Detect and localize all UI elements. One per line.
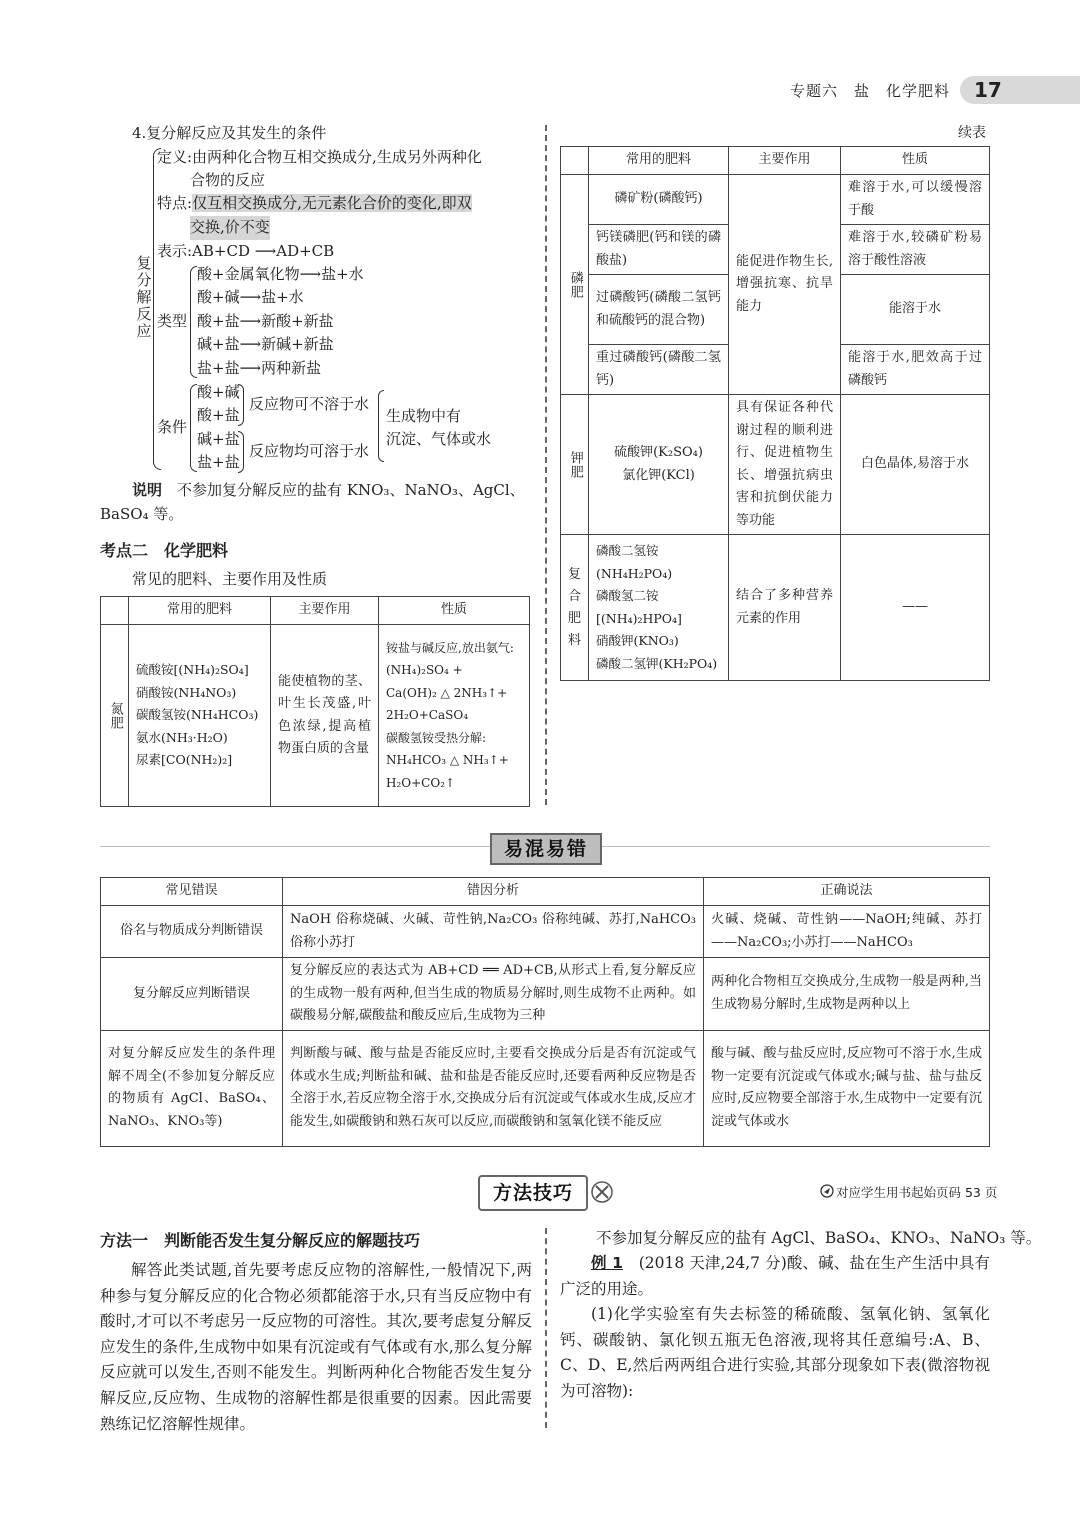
cond-a-text: 反应物可不溶于水 <box>249 395 370 413</box>
potash-prop: 白色晶体,易溶于水 <box>841 395 990 535</box>
cont-header-1: 常用的肥料 <box>589 147 729 175</box>
feature-line-1 <box>157 192 472 216</box>
page-number: 17 <box>960 76 1080 104</box>
cond-b-1: 碱+盐 <box>197 430 240 448</box>
nitrogen-properties <box>379 625 530 807</box>
cond-a-brace <box>238 384 244 426</box>
note-line-1 <box>132 478 525 502</box>
note-line-2: BaSO₄ 等。 <box>100 505 184 523</box>
cont-header-2: 主要作用 <box>729 147 841 175</box>
method1-title: 方法一 判断能否发生复分解反应的解题技巧 <box>100 1231 421 1250</box>
phosphate-role: 能促进作物生长,增强抗寒、抗旱能力 <box>729 175 841 395</box>
definition-line-2: 合物的反应 <box>190 171 266 189</box>
question1-text: (1)化学实验室有失去标签的稀硫酸、氢氧化钠、氢氧化钙、碳酸钠、氯化钡五瓶无色溶液,现将其任意编号:A、B、C、D、E,然后两两组合进行实验,其部分现象如下表(微溶物视为可溶物): <box>560 1305 990 1400</box>
expression-line: 表示:AB+CD ⟶AD+CB <box>157 242 335 260</box>
cond-b-text: 反应物均可溶于水 <box>249 442 370 460</box>
type-item-3: 酸+盐⟶新酸+新盐 <box>197 312 334 330</box>
nitrogen-prop-4: 碳酸氢铵受热分解: <box>386 730 487 745</box>
compound-items <box>589 535 729 681</box>
book-ref-icon <box>820 1184 834 1198</box>
mistake-3-analysis: 判断酸与碱、酸与盐是否能反应时,主要看交换成分后是否有沉淀或气体或水生成;判断盐和碱、盐和盐是否能反应时,还要看两种反应物是否全溶于水,若反应物全溶于水,交换成分后有沉淀或气体或水生成,反应才能发生,如碳酸钠和熟石灰可以反应,而碳酸钠和氢氧化镁不能反应 <box>283 1030 704 1146</box>
mistake-header-2: 错因分析 <box>283 878 704 906</box>
methods-banner: 方法技巧 <box>478 1175 588 1211</box>
mistake-3-correct: 酸与碱、酸与盐反应时,反应物可不溶于水,生成物一定要有沉淀或气体或水;碱与盐、盐与盐反应时,反应物要全部溶于水,生成物中一定要有沉淀或气体或水 <box>704 1030 990 1146</box>
potash-items <box>589 395 729 535</box>
nitrogen-prop-2: Ca(OH)₂ △ 2NH₃↑+ <box>386 685 508 700</box>
phosphate-item-1: 磷矿粉(磷酸钙) <box>589 175 729 225</box>
nitrogen-prop-6: H₂O+CO₂↑ <box>386 775 456 790</box>
phosphate-item-2: 钙镁磷肥(钙和镁的磷酸盐) <box>589 225 729 275</box>
note-text-1: 不参加复分解反应的盐有 KNO₃、NaNO₃、AgCl、 <box>177 481 525 499</box>
feature-highlight-1: 仅互相交换成分,无元素化合价的变化,即双 <box>192 194 472 212</box>
mistake-1-error: 俗名与物质成分判断错误 <box>101 906 283 958</box>
nitrogen-role: 能使植物的茎、叶生长茂盛,叶色浓绿,提高植物蛋白质的含量 <box>271 625 379 807</box>
cont-corner <box>561 147 589 175</box>
result-brace <box>378 390 384 462</box>
feature-line-2: 交换,价不变 <box>190 216 270 240</box>
potash-role: 具有保证各种代谢过程的顺利进行、促进植物生长、增强抗病虫害和抗倒伏能力等功能 <box>729 395 841 535</box>
example1 <box>560 1251 990 1302</box>
potash-category: 钾肥 <box>561 395 589 535</box>
nitrogen-items <box>129 625 271 807</box>
note-label: 说明 <box>132 481 163 499</box>
definition-line-1: 定义:由两种化合物互相交换成分,生成另外两种化 <box>157 148 482 166</box>
mistake-header-3: 正确说法 <box>704 878 990 906</box>
nitrogen-item-5: 尿素[CO(NH₂)₂] <box>136 752 233 768</box>
nitrogen-category: 氮肥 <box>101 625 129 807</box>
phosphate-prop-4: 能溶于水,肥效高于过磷酸钙 <box>841 345 990 395</box>
fert-corner <box>101 597 129 625</box>
phosphate-prop-3: 能溶于水 <box>841 275 990 345</box>
example1-text: (2018 天津,24,7 分)酸、碱、盐在生产生活中具有广泛的用途。 <box>560 1254 990 1298</box>
mistake-1-correct: 火碱、烧碱、苛性钠——NaOH;纯碱、苏打——Na₂CO₃;小苏打——NaHCO₃ <box>704 906 990 958</box>
phosphate-category: 磷肥 <box>561 175 589 395</box>
kp2-subtitle: 常见的肥料、主要作用及性质 <box>132 570 328 588</box>
compound-item-1: 磷酸二氢铵 <box>596 543 659 558</box>
mistake-1-analysis: NaOH 俗称烧碱、火碱、苛性钠,Na₂CO₃ 俗称纯碱、苏打,NaHCO₃ 俗称小苏打 <box>283 906 704 958</box>
cond-a-1: 酸+碱 <box>197 383 240 401</box>
mistake-3-error: 对复分解反应发生的条件理解不周全(不参加复分解反应的物质有 AgCl、BaSO₄、NaNO₃、KNO₃等) <box>101 1030 283 1146</box>
type-brace <box>190 266 197 378</box>
nitrogen-fertilizer-table <box>100 596 530 807</box>
compound-item-6: 磷酸二氢钾(KH₂PO₄) <box>596 655 718 671</box>
potash-item-2: 氯化钾(KCl) <box>622 467 695 483</box>
condition-brace <box>190 384 197 472</box>
mistake-2-error: 复分解反应判断错误 <box>101 958 283 1031</box>
tools-icon <box>590 1180 614 1204</box>
example1-label: 例 1 <box>591 1254 623 1272</box>
compound-item-5: 硝酸钾(KNO₃) <box>596 633 679 648</box>
nitrogen-item-1: 硫酸铵[(NH₄)₂SO₄] <box>136 662 249 678</box>
nitrogen-item-2: 硝酸铵(NH₄NO₃) <box>136 684 237 700</box>
continued-fertilizer-table <box>560 146 990 681</box>
mistake-2-analysis: 复分解反应的表达式为 AB+CD ══ AD+CB,从形式上看,复分解反应的生成物一般有两种,但当生成的物质易分解时,则生成物不止两种。如碳酸易分解,碳酸盐和酸反应后,生成物为三种 <box>283 958 704 1031</box>
page-reference: 对应学生用书起始页码 53 页 <box>836 1185 998 1200</box>
compound-item-4: [(NH₄)₂HPO₄] <box>596 610 682 626</box>
fert-header-1: 常用的肥料 <box>129 597 271 625</box>
nitrogen-prop-1: 铵盐与碱反应,放出氨气:(NH₄)₂SO₄ + <box>386 640 514 678</box>
type-item-1: 酸+金属氧化物⟶盐+水 <box>197 265 364 283</box>
compound-item-3: 磷酸氢二铵 <box>596 588 659 603</box>
type-item-2: 酸+碱⟶盐+水 <box>197 288 304 306</box>
method1-text: 解答此类试题,首先要考虑反应物的溶解性,一般情况下,两种参与复分解反应的化合物必须都能溶于水,只有当反应物中有酸时,才可以不考虑另一反应物的可溶性。其次,要考虑复分解反应发生的条件,生成物中如果有沉淀或有气体或有水,那么复分解反应就可以发生,否则不能发生。判断两种化合物能否发生复分解反应,反应物、生成物的溶解性都是很重要的因素。因此需要熟练记忆溶解性规律。 <box>100 1261 532 1433</box>
mistake-header-1: 常见错误 <box>101 878 283 906</box>
compound-item-2: (NH₄H₂PO₄) <box>596 565 673 581</box>
nitrogen-item-3: 碳酸氢铵(NH₄HCO₃) <box>136 707 259 723</box>
tree-title: 4.复分解反应及其发生的条件 <box>132 124 327 142</box>
mistakes-banner: 易混易错 <box>490 833 602 865</box>
fert-header-2: 主要作用 <box>271 597 379 625</box>
phosphate-item-4: 重过磷酸钙(磷酸二氢钙) <box>589 345 729 395</box>
result-line-1: 生成物中有 <box>386 407 462 425</box>
result-line-2: 沉淀、气体或水 <box>386 430 492 448</box>
type-item-5: 盐+盐⟶两种新盐 <box>197 359 322 377</box>
compound-prop: —— <box>841 535 990 681</box>
right-salt-line: 不参加复分解反应的盐有 AgCl、BaSO₄、KNO₃、NaNO₃ 等。 <box>596 1229 1042 1247</box>
fert-header-3: 性质 <box>379 597 530 625</box>
phosphate-prop-2: 难溶于水,较磷矿粉易溶于酸性溶液 <box>841 225 990 275</box>
compound-role: 结合了多种营养元素的作用 <box>729 535 841 681</box>
feature-lead: 特点: <box>157 194 193 212</box>
potash-item-1: 硫酸钾(K₂SO₄) <box>614 445 703 460</box>
phosphate-item-3: 过磷酸钙(磷酸二氢钙和硫酸钙的混合物) <box>589 275 729 345</box>
type-item-4: 碱+盐⟶新碱+新盐 <box>197 335 334 353</box>
kp2-title: 考点二 化学肥料 <box>100 541 229 560</box>
mistakes-table <box>100 877 990 1147</box>
column-divider-bottom <box>545 1228 547 1428</box>
nitrogen-item-4: 氨水(NH₃·H₂O) <box>136 729 228 745</box>
cond-a-2: 酸+盐 <box>197 406 240 424</box>
cont-header-3: 性质 <box>841 147 990 175</box>
condition-label: 条件 <box>157 418 188 436</box>
phosphate-prop-1: 难溶于水,可以缓慢溶于酸 <box>841 175 990 225</box>
column-divider-top <box>545 125 547 805</box>
root-label: 复分解反应 <box>134 255 153 340</box>
mistake-2-correct: 两种化合物相互交换成分,生成物一般是两种,当生成物易分解时,生成物是两种以上 <box>704 958 990 1031</box>
type-label: 类型 <box>157 312 188 330</box>
compound-category: 复合肥料 <box>561 535 589 681</box>
cond-b-brace <box>238 431 244 473</box>
chapter-title: 专题六 盐 化学肥料 <box>790 82 951 100</box>
cond-b-2: 盐+盐 <box>197 453 240 471</box>
continued-caption: 续表 <box>958 125 986 141</box>
nitrogen-prop-3: 2H₂O+CaSO₄ <box>386 708 469 723</box>
nitrogen-prop-5: NH₄HCO₃ △ NH₃↑+ <box>386 753 509 768</box>
